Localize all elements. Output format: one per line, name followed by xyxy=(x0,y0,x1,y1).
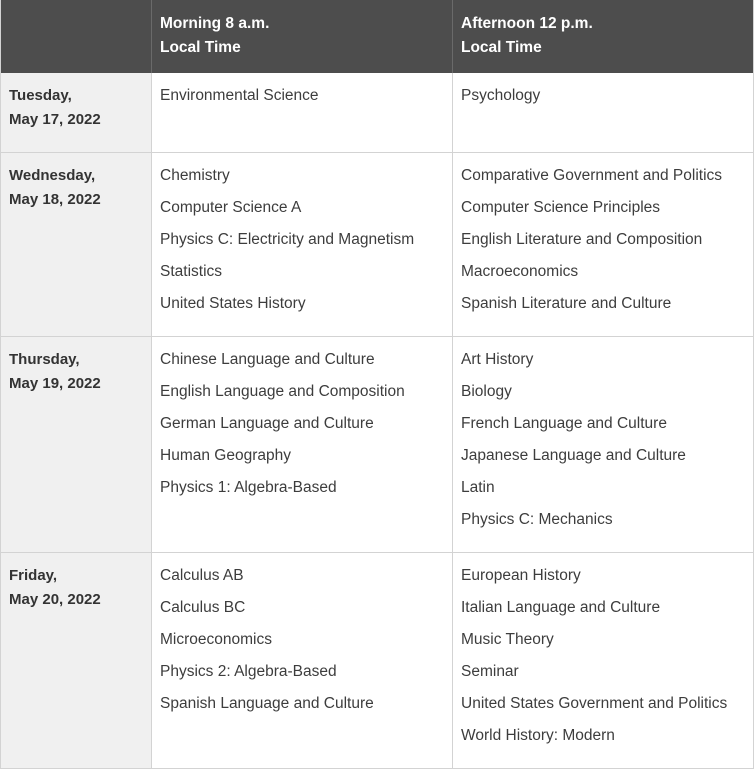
day-cell xyxy=(1,73,151,152)
afternoon-exams-cell xyxy=(452,553,753,768)
date-label: May 17, 2022 xyxy=(9,111,101,128)
header-morning-title: Morning 8 a.m. xyxy=(160,15,270,32)
header-afternoon-cell xyxy=(452,0,753,73)
exam-item: Microeconomics xyxy=(160,631,272,648)
exam-item: French Language and Culture xyxy=(461,415,667,432)
exam-item: Art History xyxy=(461,351,534,368)
day-label: Thursday, xyxy=(9,351,80,368)
exam-item: Psychology xyxy=(461,87,541,104)
exam-item: World History: Modern xyxy=(461,727,615,744)
exam-item: Chinese Language and Culture xyxy=(160,351,375,368)
exam-item: Physics C: Mechanics xyxy=(461,511,613,528)
exam-item: Spanish Literature and Culture xyxy=(461,295,672,312)
morning-exams-cell xyxy=(151,153,452,336)
day-label: Friday, xyxy=(9,567,58,584)
afternoon-exam-list xyxy=(461,80,745,112)
exam-item: Japanese Language and Culture xyxy=(461,447,686,464)
date-label: May 18, 2022 xyxy=(9,191,101,208)
exam-item: English Literature and Composition xyxy=(461,231,703,248)
exam-item: Human Geography xyxy=(160,447,291,464)
date-label: May 20, 2022 xyxy=(9,591,101,608)
date-label: May 19, 2022 xyxy=(9,375,101,392)
morning-exams-cell xyxy=(151,553,452,768)
exam-item: Environmental Science xyxy=(160,87,319,104)
exam-item: Computer Science A xyxy=(160,199,302,216)
exam-item: Calculus BC xyxy=(160,599,246,616)
exam-item: Calculus AB xyxy=(160,567,244,584)
exam-item: Physics 2: Algebra-Based xyxy=(160,663,337,680)
exam-item: United States Government and Politics xyxy=(461,695,728,712)
table-row xyxy=(1,553,753,769)
morning-exam-list xyxy=(160,80,444,112)
header-empty-cell xyxy=(1,0,151,73)
exam-item: Physics 1: Algebra-Based xyxy=(160,479,337,496)
day-cell xyxy=(1,153,151,336)
morning-exam-list xyxy=(160,160,444,320)
exam-item: United States History xyxy=(160,295,306,312)
exam-item: Spanish Language and Culture xyxy=(160,695,374,712)
exam-item: Italian Language and Culture xyxy=(461,599,661,616)
day-cell xyxy=(1,553,151,768)
exam-item: European History xyxy=(461,567,581,584)
morning-exams-cell xyxy=(151,73,452,152)
table-header-row xyxy=(1,0,753,73)
header-morning-subtitle: Local Time xyxy=(160,39,241,56)
exam-item: German Language and Culture xyxy=(160,415,374,432)
day-label: Tuesday, xyxy=(9,87,72,104)
day-label: Wednesday, xyxy=(9,167,96,184)
day-cell xyxy=(1,337,151,552)
exam-item: Seminar xyxy=(461,663,519,680)
table-row xyxy=(1,73,753,153)
afternoon-exam-list xyxy=(461,560,745,752)
exam-item: Statistics xyxy=(160,263,223,280)
header-afternoon-subtitle: Local Time xyxy=(461,39,542,56)
exam-item: Chemistry xyxy=(160,167,230,184)
table-row xyxy=(1,153,753,337)
morning-exam-list xyxy=(160,560,444,720)
exam-item: Computer Science Principles xyxy=(461,199,661,216)
exam-item: English Language and Composition xyxy=(160,383,405,400)
exam-item: Macroeconomics xyxy=(461,263,579,280)
header-morning-cell xyxy=(151,0,452,73)
morning-exams-cell xyxy=(151,337,452,552)
table-row xyxy=(1,337,753,553)
afternoon-exam-list xyxy=(461,160,745,320)
morning-exam-list xyxy=(160,344,444,504)
exam-item: Biology xyxy=(461,383,512,400)
afternoon-exams-cell xyxy=(452,337,753,552)
header-afternoon-title: Afternoon 12 p.m. xyxy=(461,15,593,32)
exam-item: Comparative Government and Politics xyxy=(461,167,723,184)
exam-item: Music Theory xyxy=(461,631,554,648)
afternoon-exam-list xyxy=(461,344,745,536)
afternoon-exams-cell xyxy=(452,153,753,336)
afternoon-exams-cell xyxy=(452,73,753,152)
exam-item: Physics C: Electricity and Magnetism xyxy=(160,231,415,248)
exam-item: Latin xyxy=(461,479,495,496)
